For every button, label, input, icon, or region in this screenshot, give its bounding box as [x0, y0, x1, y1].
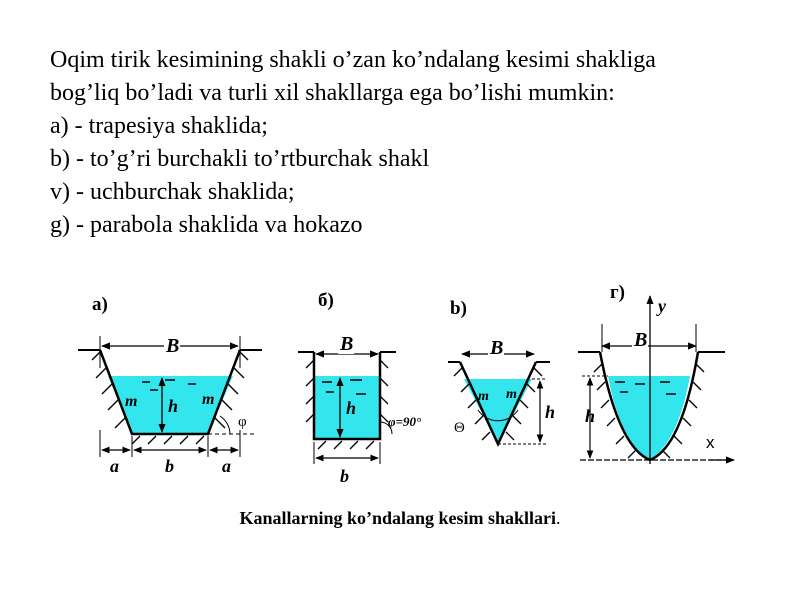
channel-cross-sections-figure: [70, 272, 750, 497]
panel-parabola: [578, 282, 734, 464]
water-fill: [464, 379, 532, 444]
intro-text: [50, 44, 770, 242]
label-a-left: a: [110, 456, 119, 476]
label-angle: φ=90°: [388, 414, 422, 429]
label-b: b: [340, 466, 349, 486]
label-B: B: [340, 333, 354, 355]
panel-tag-b: б): [318, 290, 334, 311]
panel-trapezoid: [78, 294, 262, 476]
label-h: h: [545, 402, 556, 422]
label-h: h: [585, 406, 596, 426]
label-b: b: [165, 456, 174, 476]
caption-period: .: [556, 508, 561, 528]
panel-rectangle: [298, 290, 422, 486]
intro-line: Oqim tirik kesimining shakli o’zan ko’ndalang kesimi shakliga: [50, 47, 656, 73]
intro-line: bog’liq bo’ladi va turli xil shakllarga ega bo’lishi mumkin:: [50, 80, 615, 106]
label-a-right: a: [222, 456, 231, 476]
panel-tag-a: a): [92, 294, 108, 315]
list-item-a: a) - trapesiya shaklida;: [50, 113, 268, 139]
label-y: y: [658, 296, 666, 316]
label-m-left: m: [478, 389, 489, 404]
list-item-g: g) - parabola shaklida va hokazo: [50, 212, 363, 238]
water-fill: [608, 376, 690, 460]
label-m-right: m: [506, 387, 517, 402]
label-phi: φ: [238, 414, 247, 430]
label-x: x: [706, 433, 715, 452]
panel-tag-g: г): [610, 282, 625, 303]
label-m-left: m: [125, 393, 138, 410]
list-item-b: b) - to’g’ri burchakli to’rtburchak shakl: [50, 146, 430, 172]
figure-caption: [0, 508, 800, 529]
label-h: h: [168, 396, 179, 416]
label-theta: Θ: [454, 420, 465, 436]
label-B: B: [166, 335, 180, 357]
label-m-right: m: [202, 391, 215, 408]
panel-triangle: [448, 298, 555, 444]
label-B: B: [634, 329, 648, 351]
caption-text: Kanallarning ko’ndalang kesim shakllari: [239, 508, 557, 528]
label-B: B: [490, 337, 504, 359]
label-h: h: [346, 398, 357, 418]
list-item-v: v) - uchburchak shaklida;: [50, 179, 295, 205]
panel-tag-v: b): [450, 298, 467, 319]
